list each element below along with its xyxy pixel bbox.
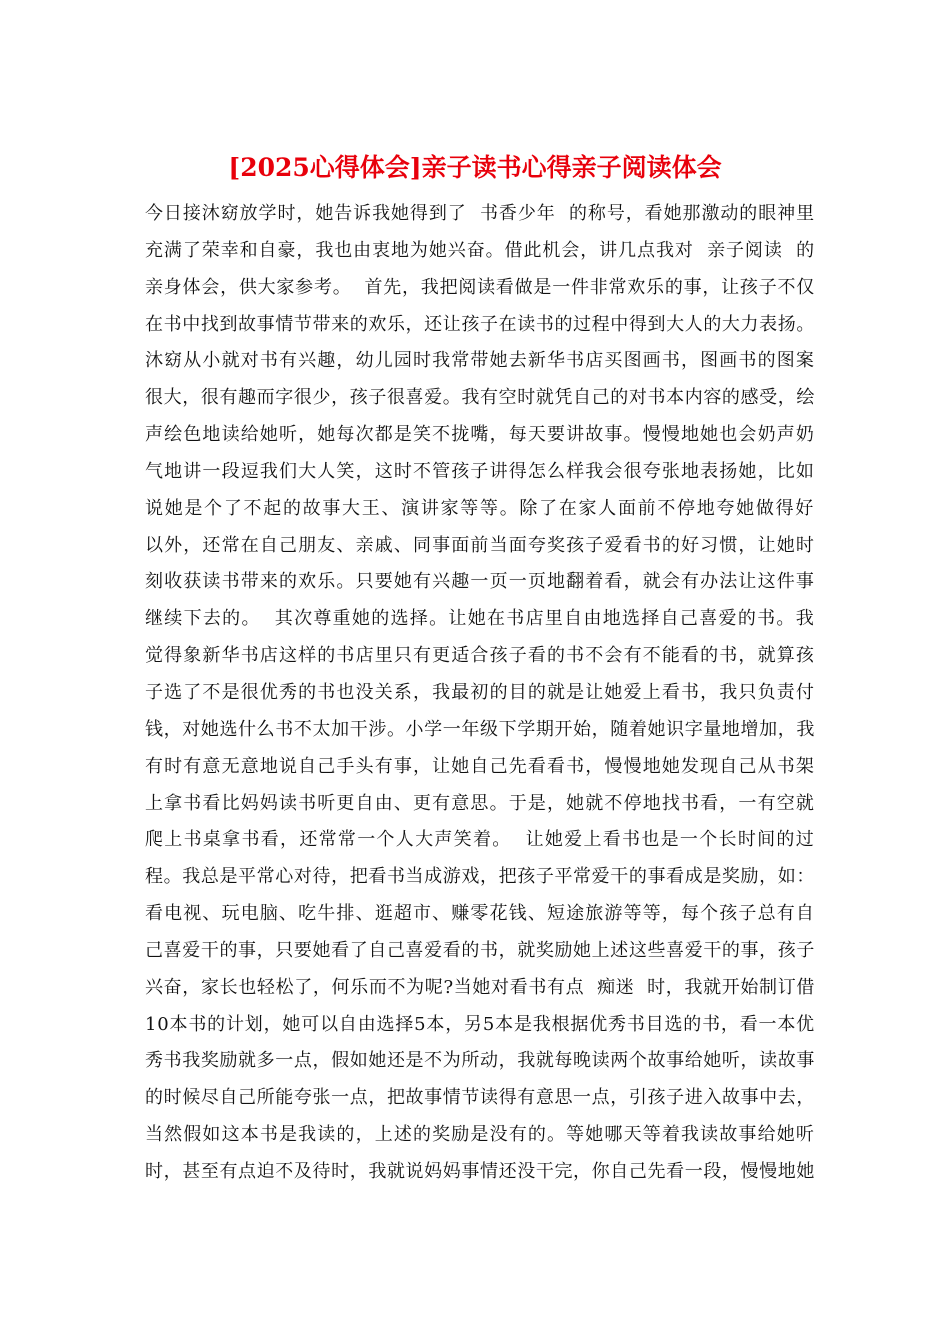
body-line: 秀书我奖励就多一点，假如她还是不为所动，我就每晚读两个故事给她听，读故事 — [145, 1050, 815, 1072]
document-title: [2025心得体会]亲子读书心得亲子阅读体会 — [228, 153, 722, 182]
body-line: 很大，很有趣而字很少，孩子很喜爱。我有空时就凭自己的对书本内容的感受，绘 — [145, 387, 815, 409]
body-line: 子选了不是很优秀的书也没关系，我最初的目的就是让她爱上看书，我只负责付 — [145, 681, 816, 703]
body-line: 今日接沐窈放学时，她告诉我她得到了 书香少年 的称号，看她那激动的眼神里 — [145, 203, 815, 224]
body-line: 说她是个了不起的故事大王、演讲家等等。除了在家人面前不停地夸她做得好 — [145, 497, 816, 519]
body-line: 觉得象新华书店这样的书店里只有更适合孩子看的书不会有不能看的书，就算孩 — [145, 645, 816, 667]
body-line: 声绘色地读给她听，她每次都是笑不拢嘴，每天要讲故事。慢慢地她也会奶声奶 — [145, 424, 816, 446]
body-line: 看电视、玩电脑、吃牛排、逛超市、赚零花钱、短途旅游等等，每个孩子总有自 — [145, 903, 816, 925]
body-line: 钱，对她选什么书不太加干涉。小学一年级下学期开始，随着她识字量地增加，我 — [145, 718, 815, 740]
body-line: 在书中找到故事情节带来的欢乐，还让孩子在读书的过程中得到大人的大力表扬。 — [145, 313, 815, 335]
body-line: 沐窈从小就对书有兴趣，幼儿园时我常带她去新华书店买图画书，图画书的图案 — [145, 350, 816, 372]
body-line: 继续下去的。 其次尊重她的选择。让她在书店里自由地选择自己喜爱的书。我 — [145, 608, 815, 630]
body-line: 程。我总是平常心对待，把看书当成游戏，把孩子平常爱干的事看成是奖励，如： — [145, 866, 815, 888]
body-line: 己喜爱干的事，只要她看了自己喜爱看的书，就奖励她上述这些喜爱干的事，孩子 — [145, 939, 815, 961]
body-line: 爬上书桌拿书看，还常常一个人大声笑着。 让她爱上看书也是一个长时间的过 — [145, 829, 815, 851]
body-line: 的时候尽自己所能夸张一点，把故事情节读得有意思一点，引孩子进入故事中去， — [145, 1087, 815, 1109]
document-body — [145, 196, 815, 1191]
body-line: 当然假如这本书是我读的，上述的奖励是没有的。等她哪天等着我读故事给她听 — [145, 1124, 816, 1146]
body-line: 亲身体会，供大家参考。 首先，我把阅读看做是一件非常欢乐的事，让孩子不仅 — [145, 276, 816, 298]
body-line: 上拿书看比妈妈读书听更自由、更有意思。于是，她就不停地找书看，一有空就 — [145, 792, 816, 814]
body-line: 兴奋，家长也轻松了，何乐而不为呢?当她对看书有点 痴迷 时，我就开始制订借 — [145, 976, 816, 998]
body-line: 刻收获读书带来的欢乐。只要她有兴趣一页一页地翻着看，就会有办法让这件事 — [145, 571, 816, 593]
body-line: 10本书的计划，她可以自由选择5本，另5本是我根据优秀书目选的书，看一本优 — [145, 1013, 815, 1035]
body-line: 充满了荣幸和自豪，我也由衷地为她兴奋。借此机会，讲几点我对 亲子阅读 的 — [145, 239, 815, 261]
body-line: 气地讲一段逗我们大人笑，这时不管孩子讲得怎么样我会很夸张地表扬她，比如 — [145, 460, 816, 482]
body-line: 时，甚至有点迫不及待时，我就说妈妈事情还没干完，你自己先看一段，慢慢地她 — [145, 1160, 815, 1182]
body-line: 以外，还常在自己朋友、亲戚、同事面前当面夸奖孩子爱看书的好习惯，让她时 — [145, 534, 816, 556]
body-line: 有时有意无意地说自己手头有事，让她自己先看看书，慢慢地她发现自己从书架 — [145, 755, 816, 777]
